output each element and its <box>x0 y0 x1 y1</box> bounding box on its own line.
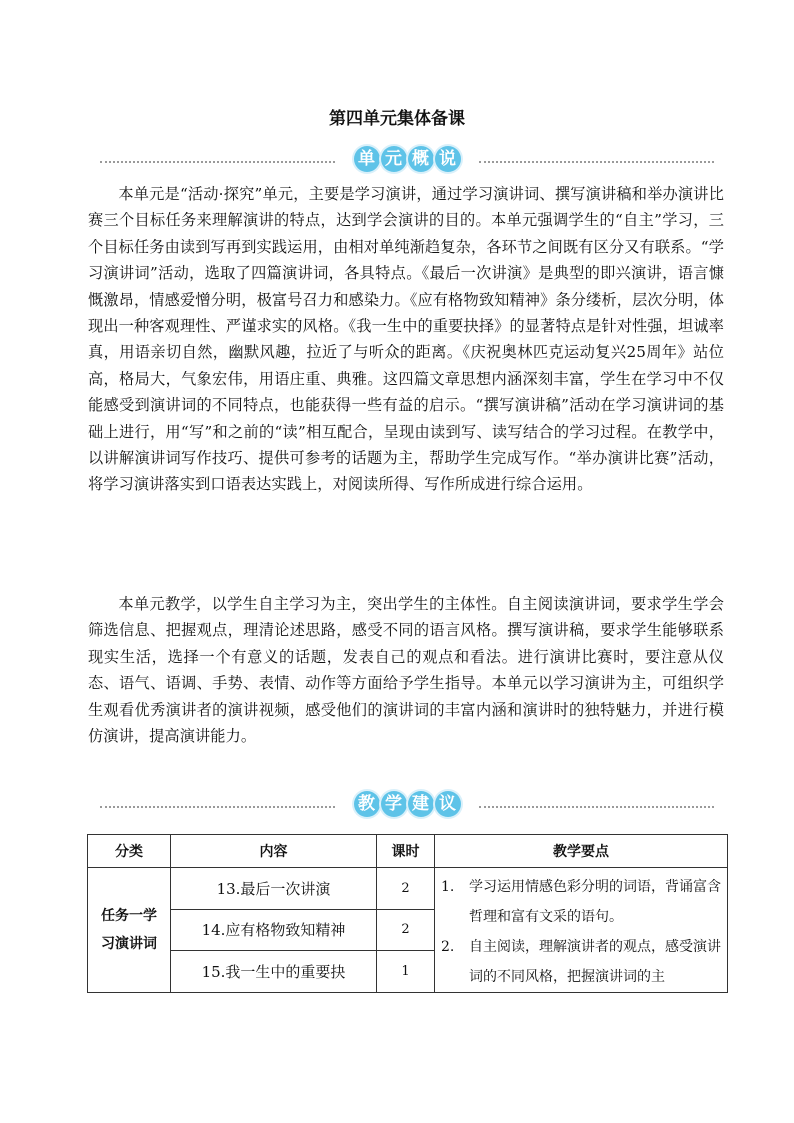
section-title-char: 概 <box>408 146 434 172</box>
header-content: 内容 <box>171 835 377 868</box>
section-title-char: 议 <box>435 791 461 817</box>
section-header-overview <box>100 146 714 178</box>
section-title-char: 元 <box>381 146 407 172</box>
section-title-char: 教 <box>354 791 380 817</box>
header-category: 分类 <box>88 835 171 868</box>
category-cell <box>88 868 171 993</box>
header-hours: 课时 <box>377 835 435 868</box>
content-cell: 13.最后一次讲演 <box>171 868 377 910</box>
paragraph-text: 本单元是“活动·探究”单元，主要是学习演讲，通过学习演讲词、撰写演讲稿和举办演讲比赛三个目标任务来理解演讲的特点，达到学会演讲的目的。本单元强调学生的“自主”学习，三个目标任务由读到写再到实践运用，由相对单纯渐趋复杂，各环节之间既有区分又有联系。“学习演讲词”活动，选取了四篇演讲词，各具特点。《最后一次讲演》是典型的即兴演讲，语言慷慨激昂，情感爱憎分明，极富号召力和感染力。《应有格物致知精神》条分缕析，层次分明，体现出一种客观理性、严谨求实的风格。《我一生中的重要抉择》的显著特点是针对性强，坦诚率真，用语亲切自然，幽默风趣，拉近了与听众的距离。《庆祝奥林匹克运动复兴25周年》站位高，格局大，气象宏伟，用语庄重、典雅。这四篇文章思想内涵深刻丰富，学生在学习中不仅能感受到演讲词的不同特点，也能获得一些有益的启示。“撰写演讲稿”活动在学习演讲词的基础上进行，用“写”和之前的“读”相互配合，呈现由读到写、读写结合的学习过程。在教学中，以讲解演讲词写作技巧、提供可参考的话题为主，帮助学生完成写作。“举办演讲比赛”活动，将学习演讲落实到口语表达实践上，对阅读所得、写作所成进行综合运用。 <box>88 185 724 494</box>
point-text: 学习运用情感色彩分明的词语，背诵富含哲理和富有文采的语句。 <box>469 879 721 925</box>
section-title-suggestions <box>100 791 714 817</box>
hours-cell: 2 <box>377 868 435 910</box>
overview-paragraph-2 <box>88 591 724 749</box>
dotted-divider-right <box>479 161 714 163</box>
hours-cell: 1 <box>377 951 435 993</box>
header-points: 教学要点 <box>435 835 728 868</box>
table-header-row <box>88 835 728 868</box>
table-row <box>88 868 728 910</box>
teaching-point <box>441 872 721 932</box>
hours-cell: 2 <box>377 909 435 951</box>
teaching-point <box>441 932 721 992</box>
overview-paragraph-1 <box>88 181 724 498</box>
section-title-char: 说 <box>435 146 461 172</box>
content-cell: 14.应有格物致知精神 <box>171 909 377 951</box>
point-number: 2. <box>441 939 455 955</box>
point-number: 1. <box>441 879 455 895</box>
section-title-char: 学 <box>381 791 407 817</box>
category-text: 任务一学习演讲词 <box>101 908 157 952</box>
section-header-suggestions <box>100 791 714 823</box>
teaching-plan-table <box>87 834 728 993</box>
points-cell <box>435 868 728 993</box>
section-title-overview <box>100 146 714 172</box>
point-text: 自主阅读，理解演讲者的观点，感受演讲词的不同风格，把握演讲词的主 <box>469 939 721 985</box>
document-title: 第四单元集体备课 <box>329 109 465 129</box>
section-title-char: 单 <box>354 146 380 172</box>
dotted-divider-right <box>479 806 714 808</box>
content-cell: 15.我一生中的重要抉 <box>171 951 377 993</box>
section-title-char: 建 <box>408 791 434 817</box>
paragraph-text: 本单元教学，以学生自主学习为主，突出学生的主体性。自主阅读演讲词，要求学生学会筛选信息、把握观点，理清论述思路，感受不同的语言风格。撰写演讲稿，要求学生能够联系现实生活，选择一个有意义的话题，发表自己的观点和看法。进行演讲比赛时，要注意从仪态、语气、语调、手势、表情、动作等方面给予学生指导。本单元以学习演讲为主，可组织学生观看优秀演讲者的演讲视频，感受他们的演讲词的丰富内涵和演讲时的独特魅力，并进行模仿演讲，提高演讲能力。 <box>88 595 724 746</box>
